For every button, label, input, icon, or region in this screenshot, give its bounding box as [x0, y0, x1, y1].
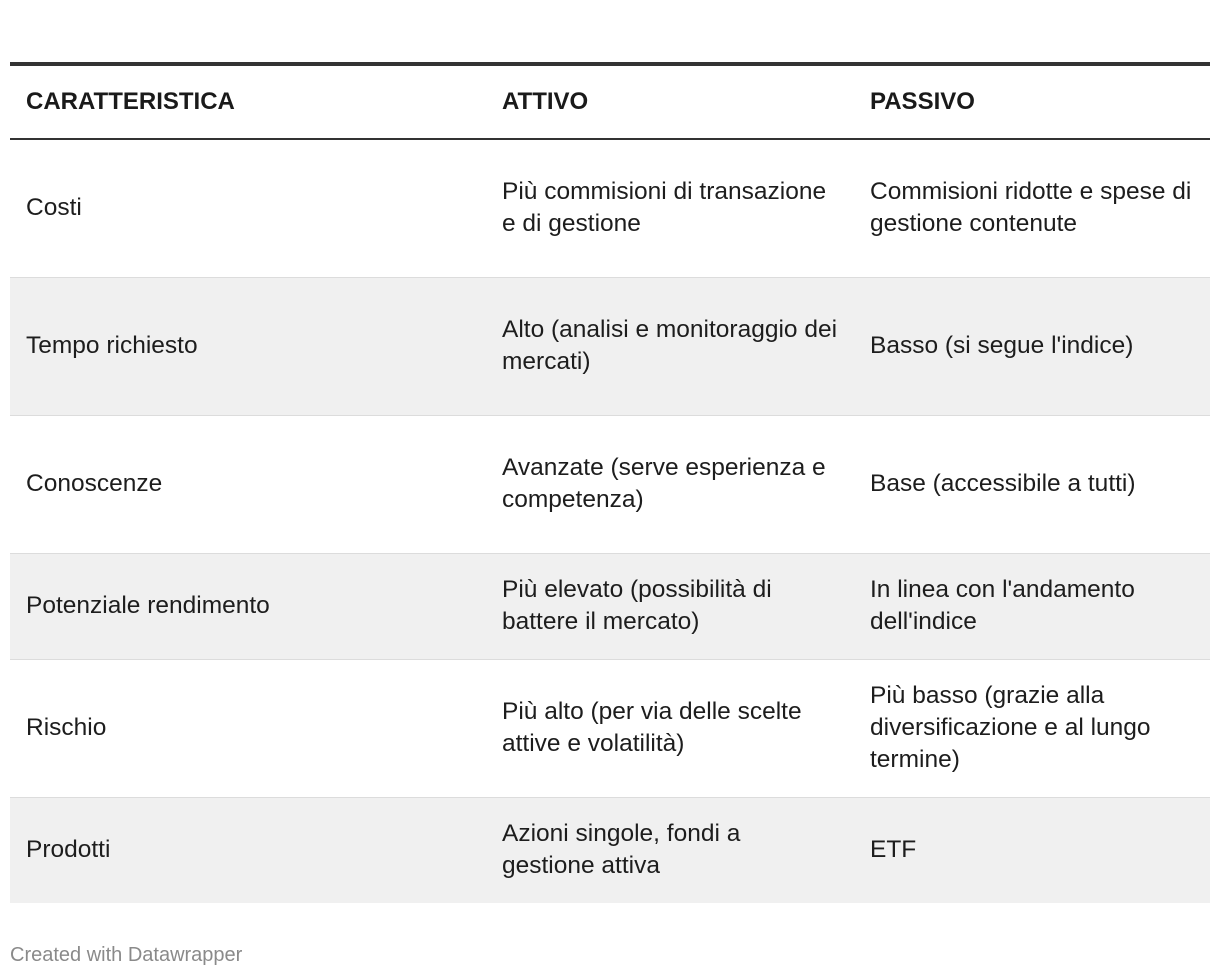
column-header-caratteristica[interactable]: CARATTERISTICA	[10, 64, 486, 139]
cell-feature: Tempo richiesto	[10, 277, 486, 415]
table-row	[10, 277, 1210, 415]
table-row	[10, 139, 1210, 277]
table-header-row	[10, 64, 1210, 139]
cell-feature: Rischio	[10, 659, 486, 797]
cell-passive: ETF	[854, 797, 1210, 903]
table-row	[10, 797, 1210, 903]
column-header-attivo[interactable]: ATTIVO	[486, 64, 854, 139]
cell-active: Avanzate (serve esperienza e competenza)	[486, 415, 854, 553]
cell-active: Azioni singole, fondi a gestione attiva	[486, 797, 854, 903]
table-row	[10, 415, 1210, 553]
cell-passive: Base (accessibile a tutti)	[854, 415, 1210, 553]
cell-active: Più commisioni di transazione e di gestione	[486, 139, 854, 277]
table-row	[10, 553, 1210, 659]
column-header-passivo[interactable]: PASSIVO	[854, 64, 1210, 139]
cell-active: Più elevato (possibilità di battere il mercato)	[486, 553, 854, 659]
cell-active: Più alto (per via delle scelte attive e volatilità)	[486, 659, 854, 797]
cell-passive: Commisioni ridotte e spese di gestione contenute	[854, 139, 1210, 277]
cell-feature: Costi	[10, 139, 486, 277]
cell-feature: Prodotti	[10, 797, 486, 903]
cell-passive: In linea con l'andamento dell'indice	[854, 553, 1210, 659]
cell-passive: Basso (si segue l'indice)	[854, 277, 1210, 415]
datawrapper-credit-link[interactable]: Created with Datawrapper	[10, 944, 243, 966]
cell-active: Alto (analisi e monitoraggio dei mercati)	[486, 277, 854, 415]
cell-passive: Più basso (grazie alla diversificazione e al lungo termine)	[854, 659, 1210, 797]
cell-feature: Conoscenze	[10, 415, 486, 553]
table-row	[10, 659, 1210, 797]
cell-feature: Potenziale rendimento	[10, 553, 486, 659]
comparison-table	[10, 62, 1210, 903]
